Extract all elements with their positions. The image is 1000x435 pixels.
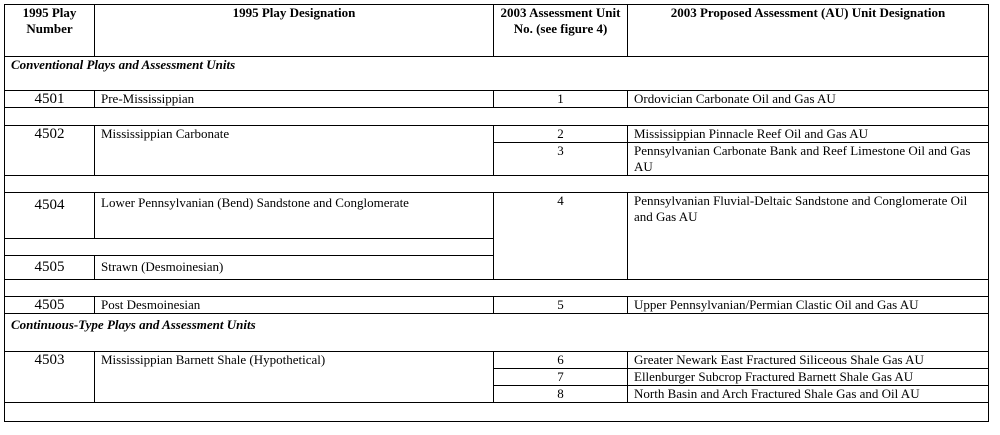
spacer-row [5, 403, 989, 422]
au-number-6: 6 [494, 352, 628, 369]
play-designation-4502: Mississippian Carbonate [95, 126, 494, 176]
au-number-4: 4 [494, 193, 628, 280]
spacer-row [5, 108, 989, 126]
play-designation-4503: Mississippian Barnett Shale (Hypothetical) [95, 352, 494, 403]
au-name-8: North Basin and Arch Fractured Shale Gas and Oil AU [628, 386, 989, 403]
au-name-2: Mississippian Pinnacle Reef Oil and Gas AU [628, 126, 989, 143]
play-designation-4504: Lower Pennsylvanian (Bend) Sandstone and Conglomerate [95, 193, 494, 239]
spacer [5, 280, 989, 297]
au-name-3: Pennsylvanian Carbonate Bank and Reef Limestone Oil and Gas AU [628, 143, 989, 176]
play-number-4501: 4501 [5, 91, 95, 108]
play-number-4502: 4502 [5, 126, 95, 176]
play-number-4505: 4505 [5, 256, 95, 280]
spacer [5, 403, 989, 422]
spacer [5, 176, 989, 193]
play-number-4505-post: 4505 [5, 297, 95, 314]
table-row [5, 126, 989, 143]
au-name-1: Ordovician Carbonate Oil and Gas AU [628, 91, 989, 108]
header-au-designation: 2003 Proposed Assessment (AU) Unit Designation [628, 5, 989, 57]
section-continuous: Continuous-Type Plays and Assessment Units [5, 314, 989, 352]
play-designation-4505-strawn: Strawn (Desmoinesian) [95, 256, 494, 280]
au-number-2: 2 [494, 126, 628, 143]
play-number-4503: 4503 [5, 352, 95, 403]
table-row [5, 352, 989, 369]
play-number-4504: 4504 [5, 193, 95, 239]
au-number-3: 3 [494, 143, 628, 176]
au-name-7: Ellenburger Subcrop Fractured Barnett Shale Gas AU [628, 369, 989, 386]
header-row [5, 5, 989, 57]
au-name-6: Greater Newark East Fractured Siliceous Shale Gas AU [628, 352, 989, 369]
section-row [5, 314, 989, 352]
au-name-4: Pennsylvanian Fluvial-Deltaic Sandstone and Conglomerate Oil and Gas AU [628, 193, 989, 280]
au-number-5: 5 [494, 297, 628, 314]
play-designation-4501: Pre-Mississippian [95, 91, 494, 108]
table-row [5, 91, 989, 108]
header-au-number: 2003 Assessment Unit No. (see figure 4) [494, 5, 628, 57]
spacer-row [5, 176, 989, 193]
section-conventional: Conventional Plays and Assessment Units [5, 57, 989, 91]
au-name-5: Upper Pennsylvanian/Permian Clastic Oil and Gas AU [628, 297, 989, 314]
au-number-1: 1 [494, 91, 628, 108]
play-assessment-table [4, 4, 989, 422]
play-designation-4505-post: Post Desmoinesian [95, 297, 494, 314]
spacer [5, 239, 494, 256]
spacer [5, 108, 989, 126]
au-number-8: 8 [494, 386, 628, 403]
au-number-7: 7 [494, 369, 628, 386]
header-play-number: 1995 Play Number [5, 5, 95, 57]
section-row [5, 57, 989, 91]
header-play-designation: 1995 Play Designation [95, 5, 494, 57]
spacer-row [5, 280, 989, 297]
table-row [5, 193, 989, 239]
table-row [5, 297, 989, 314]
